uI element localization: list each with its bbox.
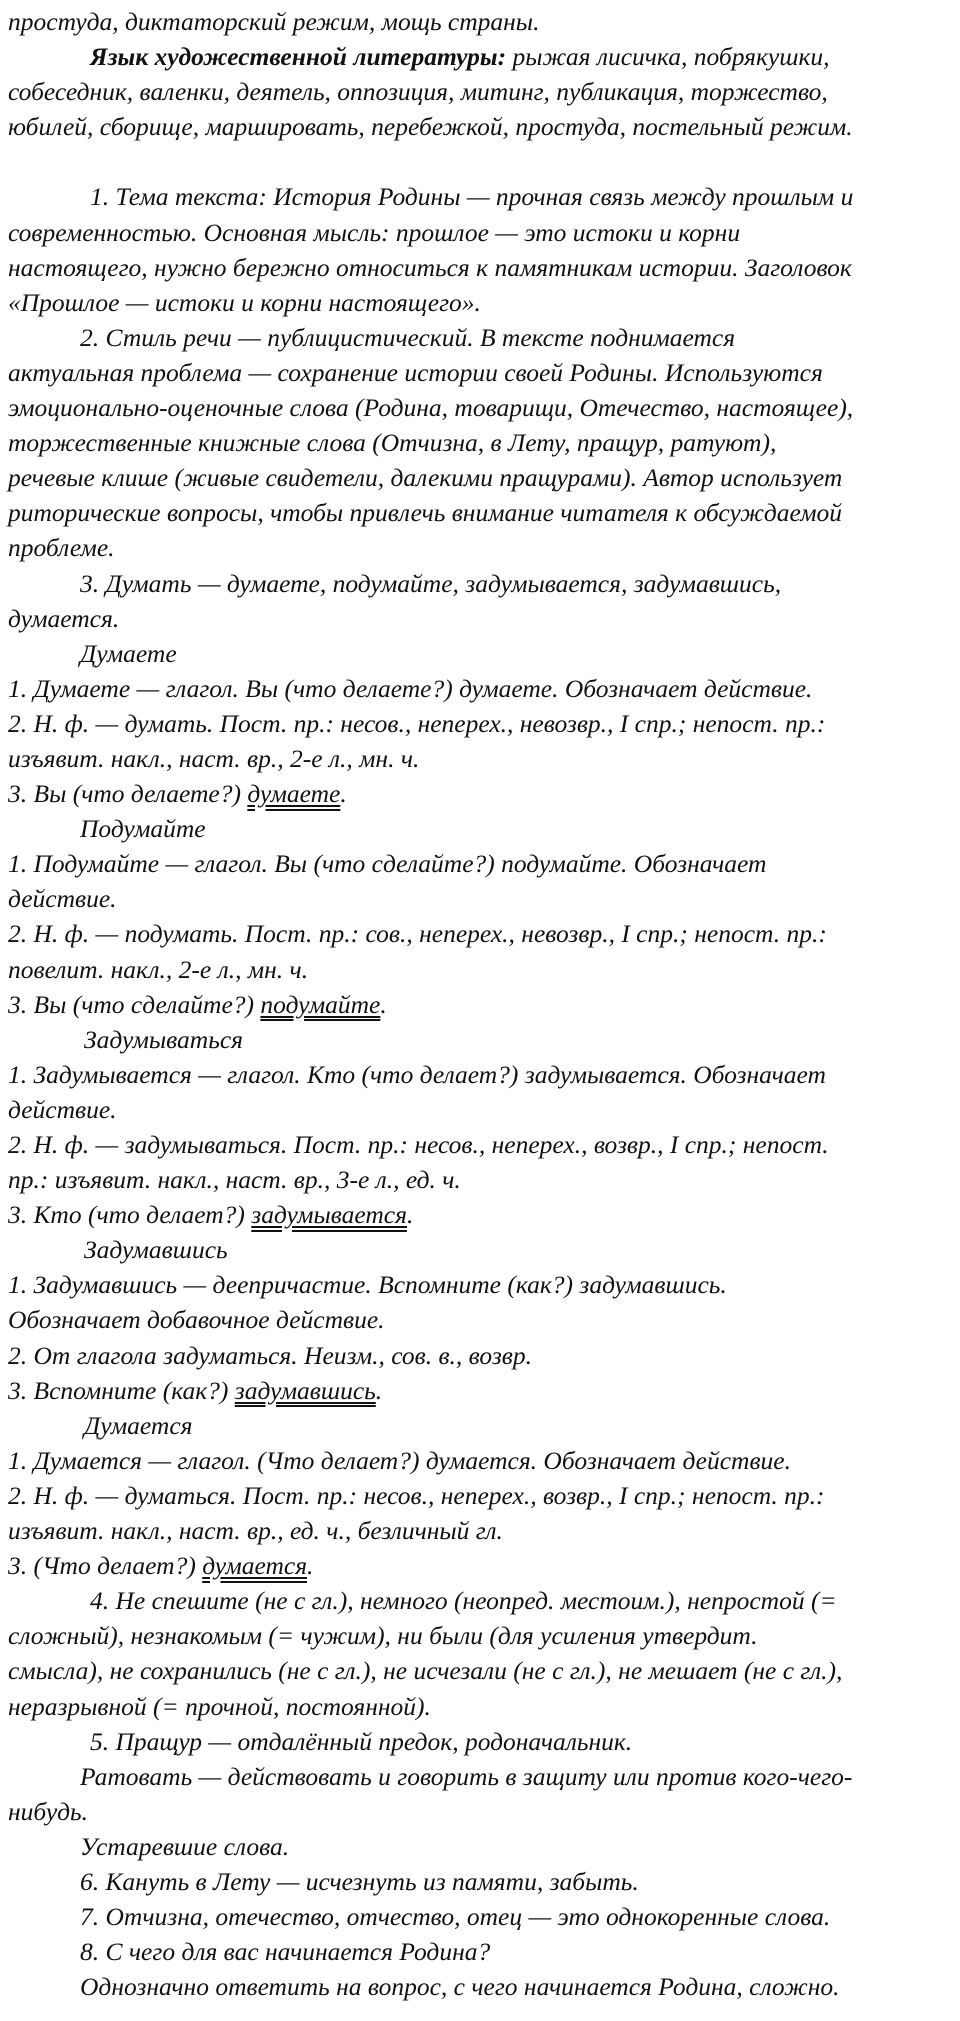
- text-fragment: 3. Вы (что сделайте?): [8, 989, 261, 1019]
- text-line: 2. Н. ф. — думаться. Пост. пр.: несов., неперех., возвр., I спр.; непост. пр.:: [8, 1480, 825, 1510]
- text-line: речевые клише (живые свидетели, далекими пращурами). Автор использует: [8, 463, 843, 493]
- text-line: действие.: [8, 1094, 117, 1124]
- text-line: изъявит. накл., наст. вр., ед. ч., безличный гл.: [8, 1516, 503, 1546]
- text-line: [8, 1197, 960, 1232]
- text-line: [8, 1373, 960, 1408]
- text-line: Однозначно ответить на вопрос, с чего начинается Родина, сложно.: [80, 1972, 840, 2002]
- answer-8-line: 8. С чего для вас начинается Родина?: [80, 1937, 491, 1967]
- text-fragment: рыжая лисичка, побрякушки,: [506, 42, 830, 72]
- text-line: 2. Н. ф. — думать. Пост. пр.: несов., неперех., невозвр., I спр.; непост. пр.:: [8, 708, 826, 738]
- word-title: Подумайте: [80, 814, 206, 844]
- text-fragment: .: [375, 1375, 383, 1405]
- text-line: актуальная проблема — сохранение истории своей Родины. Используются: [8, 357, 823, 387]
- answer-4-line: 4. Не спешите (не с гл.), немного (неопред. местоим.), непростой (=: [90, 1586, 837, 1616]
- text-line: 2. От глагола задуматься. Неизм., сов. в., возвр.: [8, 1340, 532, 1370]
- underlined-word: подумайте: [260, 989, 381, 1019]
- answer-1-line: 1. Тема текста: История Родины — прочная связь между прошлым и: [90, 182, 854, 212]
- underlined-word: задумавшись: [234, 1375, 376, 1405]
- text-line: действие.: [8, 884, 117, 914]
- text-line: [8, 1548, 960, 1583]
- text-line: 1. Подумайте — глагол. Вы (что сделайте?) подумайте. Обозначает: [8, 849, 767, 879]
- text-line: [8, 776, 960, 811]
- answer-2-line: 2. Стиль речи — публицистический. В тексте поднимается: [80, 322, 736, 352]
- answer-7-line: 7. Отчизна, отечество, отчество, отец — это однокоренные слова.: [80, 1902, 831, 1932]
- text-fragment: 3. Кто (что делает?): [8, 1200, 252, 1230]
- text-line: пр.: изъявит. накл., наст. вр., 3-е л., ед. ч.: [8, 1165, 461, 1195]
- text-fragment: 3. (Что делает?): [8, 1551, 203, 1581]
- text-line: «Прошлое — истоки и корни настоящего».: [8, 287, 481, 317]
- answer-3-line: 3. Думать — думаете, подумайте, задумывается, задумавшись,: [80, 568, 782, 598]
- text-line: риторические вопросы, чтобы привлечь внимание читателя к обсуждаемой: [8, 498, 843, 528]
- text-line: сложный), незнакомым (= чужим), ни были (для усиления утвердит.: [8, 1621, 758, 1651]
- underlined-word: думается: [202, 1551, 308, 1581]
- text-line: 2. Н. ф. — подумать. Пост. пр.: сов., неперех., невозвр., I спр.; непост. пр.:: [8, 919, 827, 949]
- text-fragment: .: [406, 1200, 414, 1230]
- text-line: изъявит. накл., наст. вр., 2-е л., мн. ч.: [8, 743, 420, 773]
- text-fragment: .: [340, 779, 347, 809]
- text-fragment: 3. Вы (что делаете?): [8, 779, 248, 809]
- text-line: повелит. накл., 2-е л., мн. ч.: [8, 954, 309, 984]
- word-title: Задумываться: [84, 1024, 244, 1054]
- text-fragment: .: [307, 1551, 314, 1581]
- text-line: Обозначает добавочное действие.: [8, 1305, 385, 1335]
- text-line: [8, 987, 960, 1022]
- text-line: 1. Задумывается — глагол. Кто (что делает?) задумывается. Обозначает: [8, 1059, 826, 1089]
- word-title: Задумавшись: [84, 1235, 228, 1265]
- word-title: Думается: [84, 1410, 193, 1440]
- text-line: думается.: [8, 603, 120, 633]
- text-line: торжественные книжные слова (Отчизна, в Лету, пращур, ратуют),: [8, 428, 777, 458]
- text-line: смысла), не сохранились (не с гл.), не исчезали (не с гл.), не мешает (не с гл.),: [8, 1656, 843, 1686]
- blank-line: [8, 144, 960, 179]
- text-fragment: 3. Вспомните (как?): [8, 1375, 235, 1405]
- text-line: собеседник, валенки, деятель, оппозиция, митинг, публикация, торжество,: [8, 77, 828, 107]
- answer-5-line: 5. Пращур — отдалённый предок, родоначальник.: [90, 1726, 633, 1756]
- word-title: Думаете: [80, 638, 177, 668]
- text-line: проблеме.: [8, 533, 115, 563]
- text-line: Устаревшие слова.: [80, 1831, 290, 1861]
- text-line: 1. Задумавшись — деепричастие. Вспомните (как?) задумавшись.: [8, 1270, 727, 1300]
- underlined-word: думаете: [247, 779, 341, 809]
- text-line: настоящего, нужно бережно относиться к памятникам истории. Заголовок: [8, 252, 852, 282]
- text-line: современностью. Основная мысль: прошлое — это истоки и корни: [8, 217, 741, 247]
- text-line: юбилей, сборище, маршировать, перебежкой, простуда, постельный режим.: [8, 112, 853, 142]
- text-line: 1. Думается — глагол. (Что делает?) думается. Обозначает действие.: [8, 1445, 791, 1475]
- text-line: 2. Н. ф. — задумываться. Пост. пр.: несов., неперех., возвр., I спр.; непост.: [8, 1130, 829, 1159]
- text-fragment: .: [380, 989, 387, 1019]
- text-line: Ратовать — действовать и говорить в защиту или против кого-чего-: [80, 1761, 853, 1791]
- text-line: 1. Думаете — глагол. Вы (что делаете?) думаете. Обозначает действие.: [8, 673, 813, 703]
- text-line: неразрывной (= прочной, постоянной).: [8, 1691, 431, 1721]
- literature-style-paragraph: [8, 39, 960, 74]
- text-line: простуда, диктаторский режим, мощь страны.: [8, 7, 540, 36]
- underlined-word: задумывается: [251, 1200, 407, 1230]
- answer-6-line: 6. Кануть в Лету — исчезнуть из памяти, забыть.: [80, 1866, 639, 1896]
- text-line: нибудь.: [8, 1796, 89, 1826]
- text-line: эмоционально-оценочные слова (Родина, товарищи, Отечество, настоящее),: [8, 393, 854, 423]
- section-heading: Язык художественной литературы:: [90, 42, 507, 72]
